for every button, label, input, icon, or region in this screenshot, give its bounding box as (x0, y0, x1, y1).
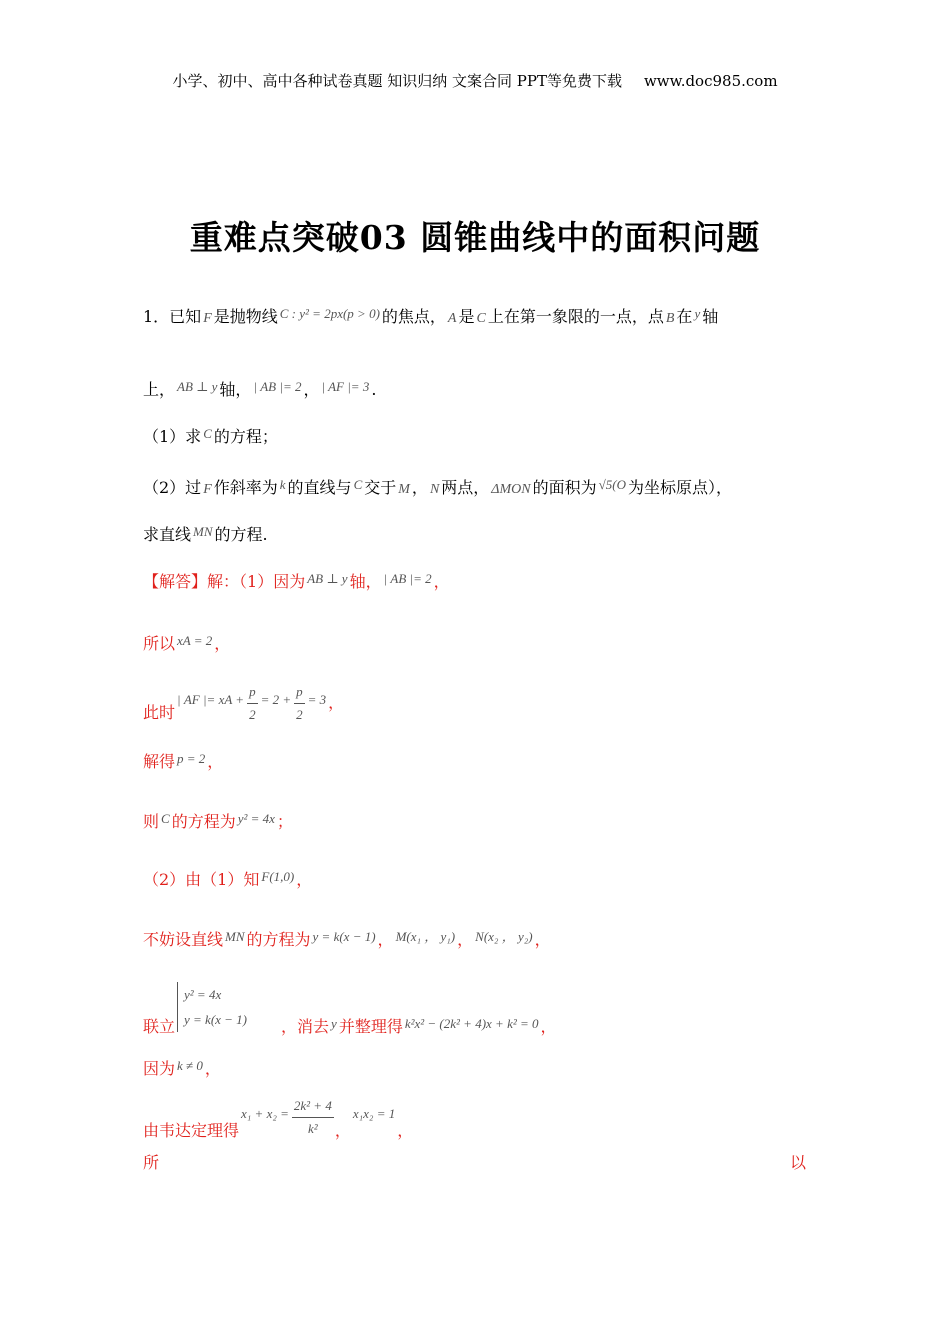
question-1-part-1: （1）求 $^C$ 的方程； (143, 426, 278, 446)
question-1-line-1: 1．已知 F 是抛物线 $^{C : y^2 = 2px(p > 0)}$ 的焦点， A 是 C 上在第一象限的一点，点 B 在 $^y$ 轴 (143, 306, 719, 326)
answer-line-6: （2）由（1）知 $^{F(1,0)}$ ， (143, 869, 313, 889)
answer-line-9: 因为 $^{k \ne 0}$ ， (143, 1058, 221, 1078)
question-1-part-2-line-2: 求直线 $^{MN}$ 的方程. (143, 524, 268, 544)
answer-line-7: 不妨设直线 $^{MN}$ 的方程为 $^{y = k(x - 1)}$ ， $^{M(x_1 , y_1)}$ ， $^{N(x_2 , y_2)}$ ， (143, 929, 551, 949)
equation-system: y² = 4x y = k(x − 1) (177, 982, 247, 1032)
answer-line-8: 联立 ，消去 $^y$ 并整理得 $^{k^2x^2 - (2k^2 + 4)x + k^2 = 0}$ ， (143, 1016, 557, 1036)
answer-line-11-end: 以 (790, 1153, 807, 1172)
page-title: 重难点突破03 圆锥曲线中的面积问题 (189, 218, 761, 257)
answer-line-3: 此时$^{| AF |= xA +}$ $\frac{p}{2}$ $^{= 2 +}$ $\frac{p}{2}$ $^{= 3}$ ， (143, 681, 344, 726)
answer-line-4: 解得 $^{p = 2}$ ， (143, 751, 224, 771)
header-text: 小学、初中、高中各种试卷真题 知识归纳 文案合同 PPT等免费下载 (172, 72, 622, 90)
answer-tag: 【解答】 (143, 572, 208, 591)
question-1-line-2: 上， $^{AB \perp y}$ 轴， $^{| AB |= 2}$ ， $^{| AF |= 3}$ . (143, 379, 377, 399)
header-site-link[interactable]: www.doc985.com (643, 72, 778, 90)
answer-line-10: 由韦达定理得$^{x_1 + x_2 =}$ $\frac{\text{2k² + 4}}{\text{k²}}$ ，$^{x_1x_2 = 1}$， (143, 1095, 413, 1142)
answer-line-1: 【解答】解：（1）因为 $^{AB \perp y}$ 轴， $^{| AB |= 2}$ ， (143, 571, 450, 591)
answer-line-2: 所以 $^{xA = 2}$ ， (143, 633, 231, 653)
answer-line-5: 则 $^C$ 的方程为 $^{y^2 = 4x}$ ； (143, 811, 293, 831)
answer-line-11-start: 所 (143, 1153, 160, 1172)
question-1-part-2-line-1: （2）过 F 作斜率为 $^k$ 的直线与 $^C$ 交于 M ， N 两点， ΔMON 的面积为 $^{√5(O}$ 为坐标原点）， (143, 477, 733, 497)
page-header (0, 70, 950, 91)
